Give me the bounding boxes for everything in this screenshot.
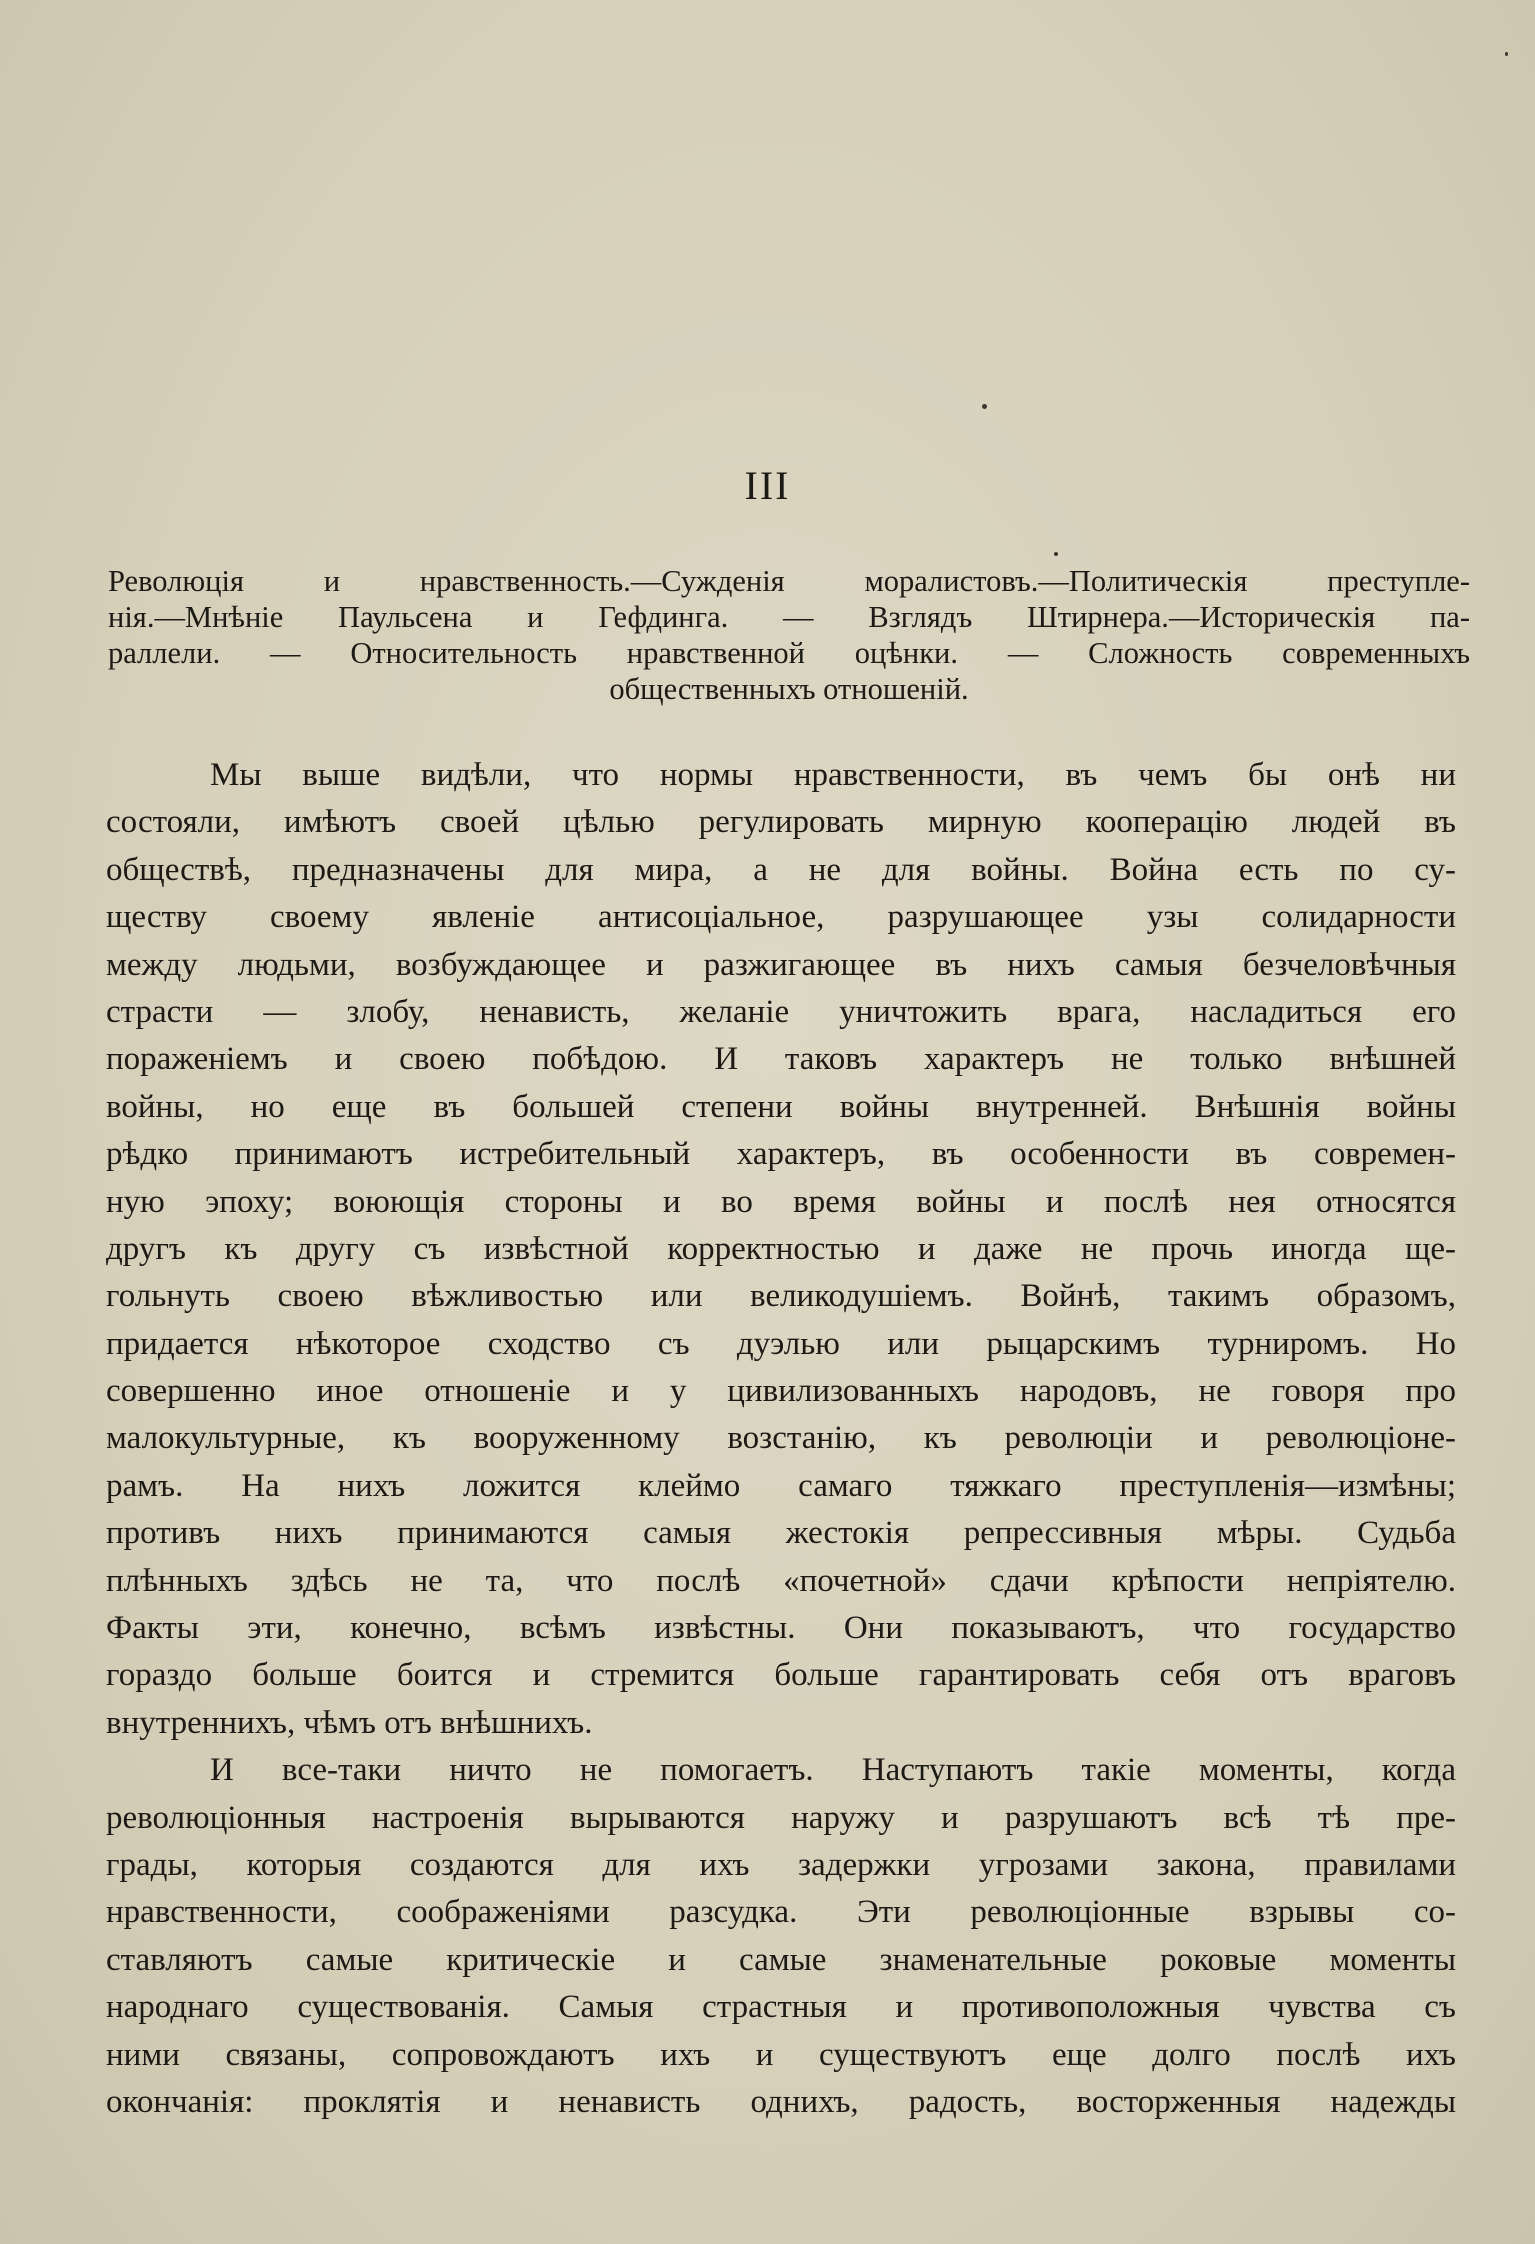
paragraph-line: пораженіемъ и своею побѣдою. И таковъ характеръ не только внѣшней (106, 1041, 1456, 1078)
paragraph-line: Факты эти, конечно, всѣмъ извѣстны. Они показываютъ, что государство (106, 1610, 1456, 1647)
summary-line: нія.—Мнѣніе Паульсена и Гефдинга. — Взглядъ Штирнера.—Историческія па- (108, 600, 1470, 634)
paragraph-line: ними связаны, сопровождаютъ ихъ и существуютъ еще долго послѣ ихъ (106, 2036, 1456, 2073)
paragraph-line: внутреннихъ, чѣмъ отъ внѣшнихъ. (106, 1704, 593, 1741)
paper-speck (982, 404, 987, 409)
paragraph-line: между людьми, возбуждающее и разжигающее въ нихъ самыя безчеловѣчныя (106, 946, 1456, 983)
paragraph-line: плѣнныхъ здѣсь не та, что послѣ «почетной» сдачи крѣпости непріятелю. (106, 1562, 1456, 1599)
paper-speck (1054, 552, 1058, 556)
paragraph-line: совершенно иное отношеніе и у цивилизованныхъ народовъ, не говоря про (106, 1373, 1456, 1410)
paragraph-line: рамъ. На нихъ ложится клеймо самаго тяжкаго преступленія—измѣны; (106, 1467, 1456, 1504)
paragraph-line: противъ нихъ принимаются самыя жестокія репрессивныя мѣры. Судьба (106, 1515, 1456, 1552)
summary-line: Революція и нравственность.—Сужденія моралистовъ.—Политическія преступле- (108, 564, 1470, 598)
paragraph-line: революціонныя настроенія вырываются наружу и разрушаютъ всѣ тѣ пре- (106, 1799, 1456, 1836)
paragraph-line: И все-таки ничто не помогаетъ. Наступаютъ такіе моменты, когда (210, 1752, 1456, 1789)
paragraph-line: гораздо больше боится и стремится больше гарантировать себя отъ враговъ (106, 1657, 1456, 1694)
paragraph-line: народнаго существованія. Самыя страстныя и противоположныя чувства съ (106, 1989, 1456, 2026)
summary-line: раллели. — Относительность нравственной оцѣнки. — Сложность современныхъ (108, 636, 1470, 670)
paragraph-line: другъ къ другу съ извѣстной корректностью и даже не прочь иногда ще- (106, 1230, 1456, 1267)
paragraph-line: ную эпоху; воюющія стороны и во время войны и послѣ нея относятся (106, 1183, 1456, 1220)
chapter-number: III (744, 463, 791, 508)
paragraph-line: окончанія: проклятія и ненависть однихъ, радость, восторженныя надежды (106, 2083, 1456, 2120)
paragraph-line: ставляютъ самые критическіе и самые знаменательные роковые моменты (106, 1941, 1456, 1978)
paragraph-line: страсти — злобу, ненависть, желаніе уничтожить врага, насладиться его (106, 993, 1456, 1030)
body-text (106, 752, 1456, 2126)
paragraph-line: нравственности, соображеніями разсудка. Эти революціонные взрывы со- (106, 1894, 1456, 1931)
paragraph-line: войны, но еще въ большей степени войны внутренней. Внѣшнія войны (106, 1088, 1456, 1125)
paragraph-line: малокультурные, къ вооруженному возстанію, къ революціи и революціоне- (106, 1420, 1456, 1457)
summary-line: общественныхъ отношеній. (609, 672, 969, 706)
paragraph-line: грады, которыя создаются для ихъ задержки угрозами закона, правилами (106, 1846, 1456, 1883)
paragraph-line: гольнуть своею вѣжливостью или великодушіемъ. Войнѣ, такимъ образомъ, (106, 1278, 1456, 1315)
paragraph-line: ществу своему явленіе антисоціальное, разрушающее узы солидарности (106, 899, 1456, 936)
paragraph-line: обществѣ, предназначены для мира, а не для войны. Война есть по су- (106, 851, 1456, 888)
chapter-summary (108, 563, 1470, 707)
paragraph-line: рѣдко принимаютъ истребительный характеръ, въ особенности въ современ- (106, 1136, 1456, 1173)
paper-speck (1505, 52, 1508, 56)
paragraph-line: Мы выше видѣли, что нормы нравственности, въ чемъ бы онѣ ни (210, 757, 1456, 793)
paragraph-line: состояли, имѣютъ своей цѣлью регулировать мирную кооперацію людей въ (106, 804, 1456, 841)
paragraph-line: придается нѣкоторое сходство съ дуэлью или рыцарскимъ турниромъ. Но (106, 1325, 1456, 1362)
